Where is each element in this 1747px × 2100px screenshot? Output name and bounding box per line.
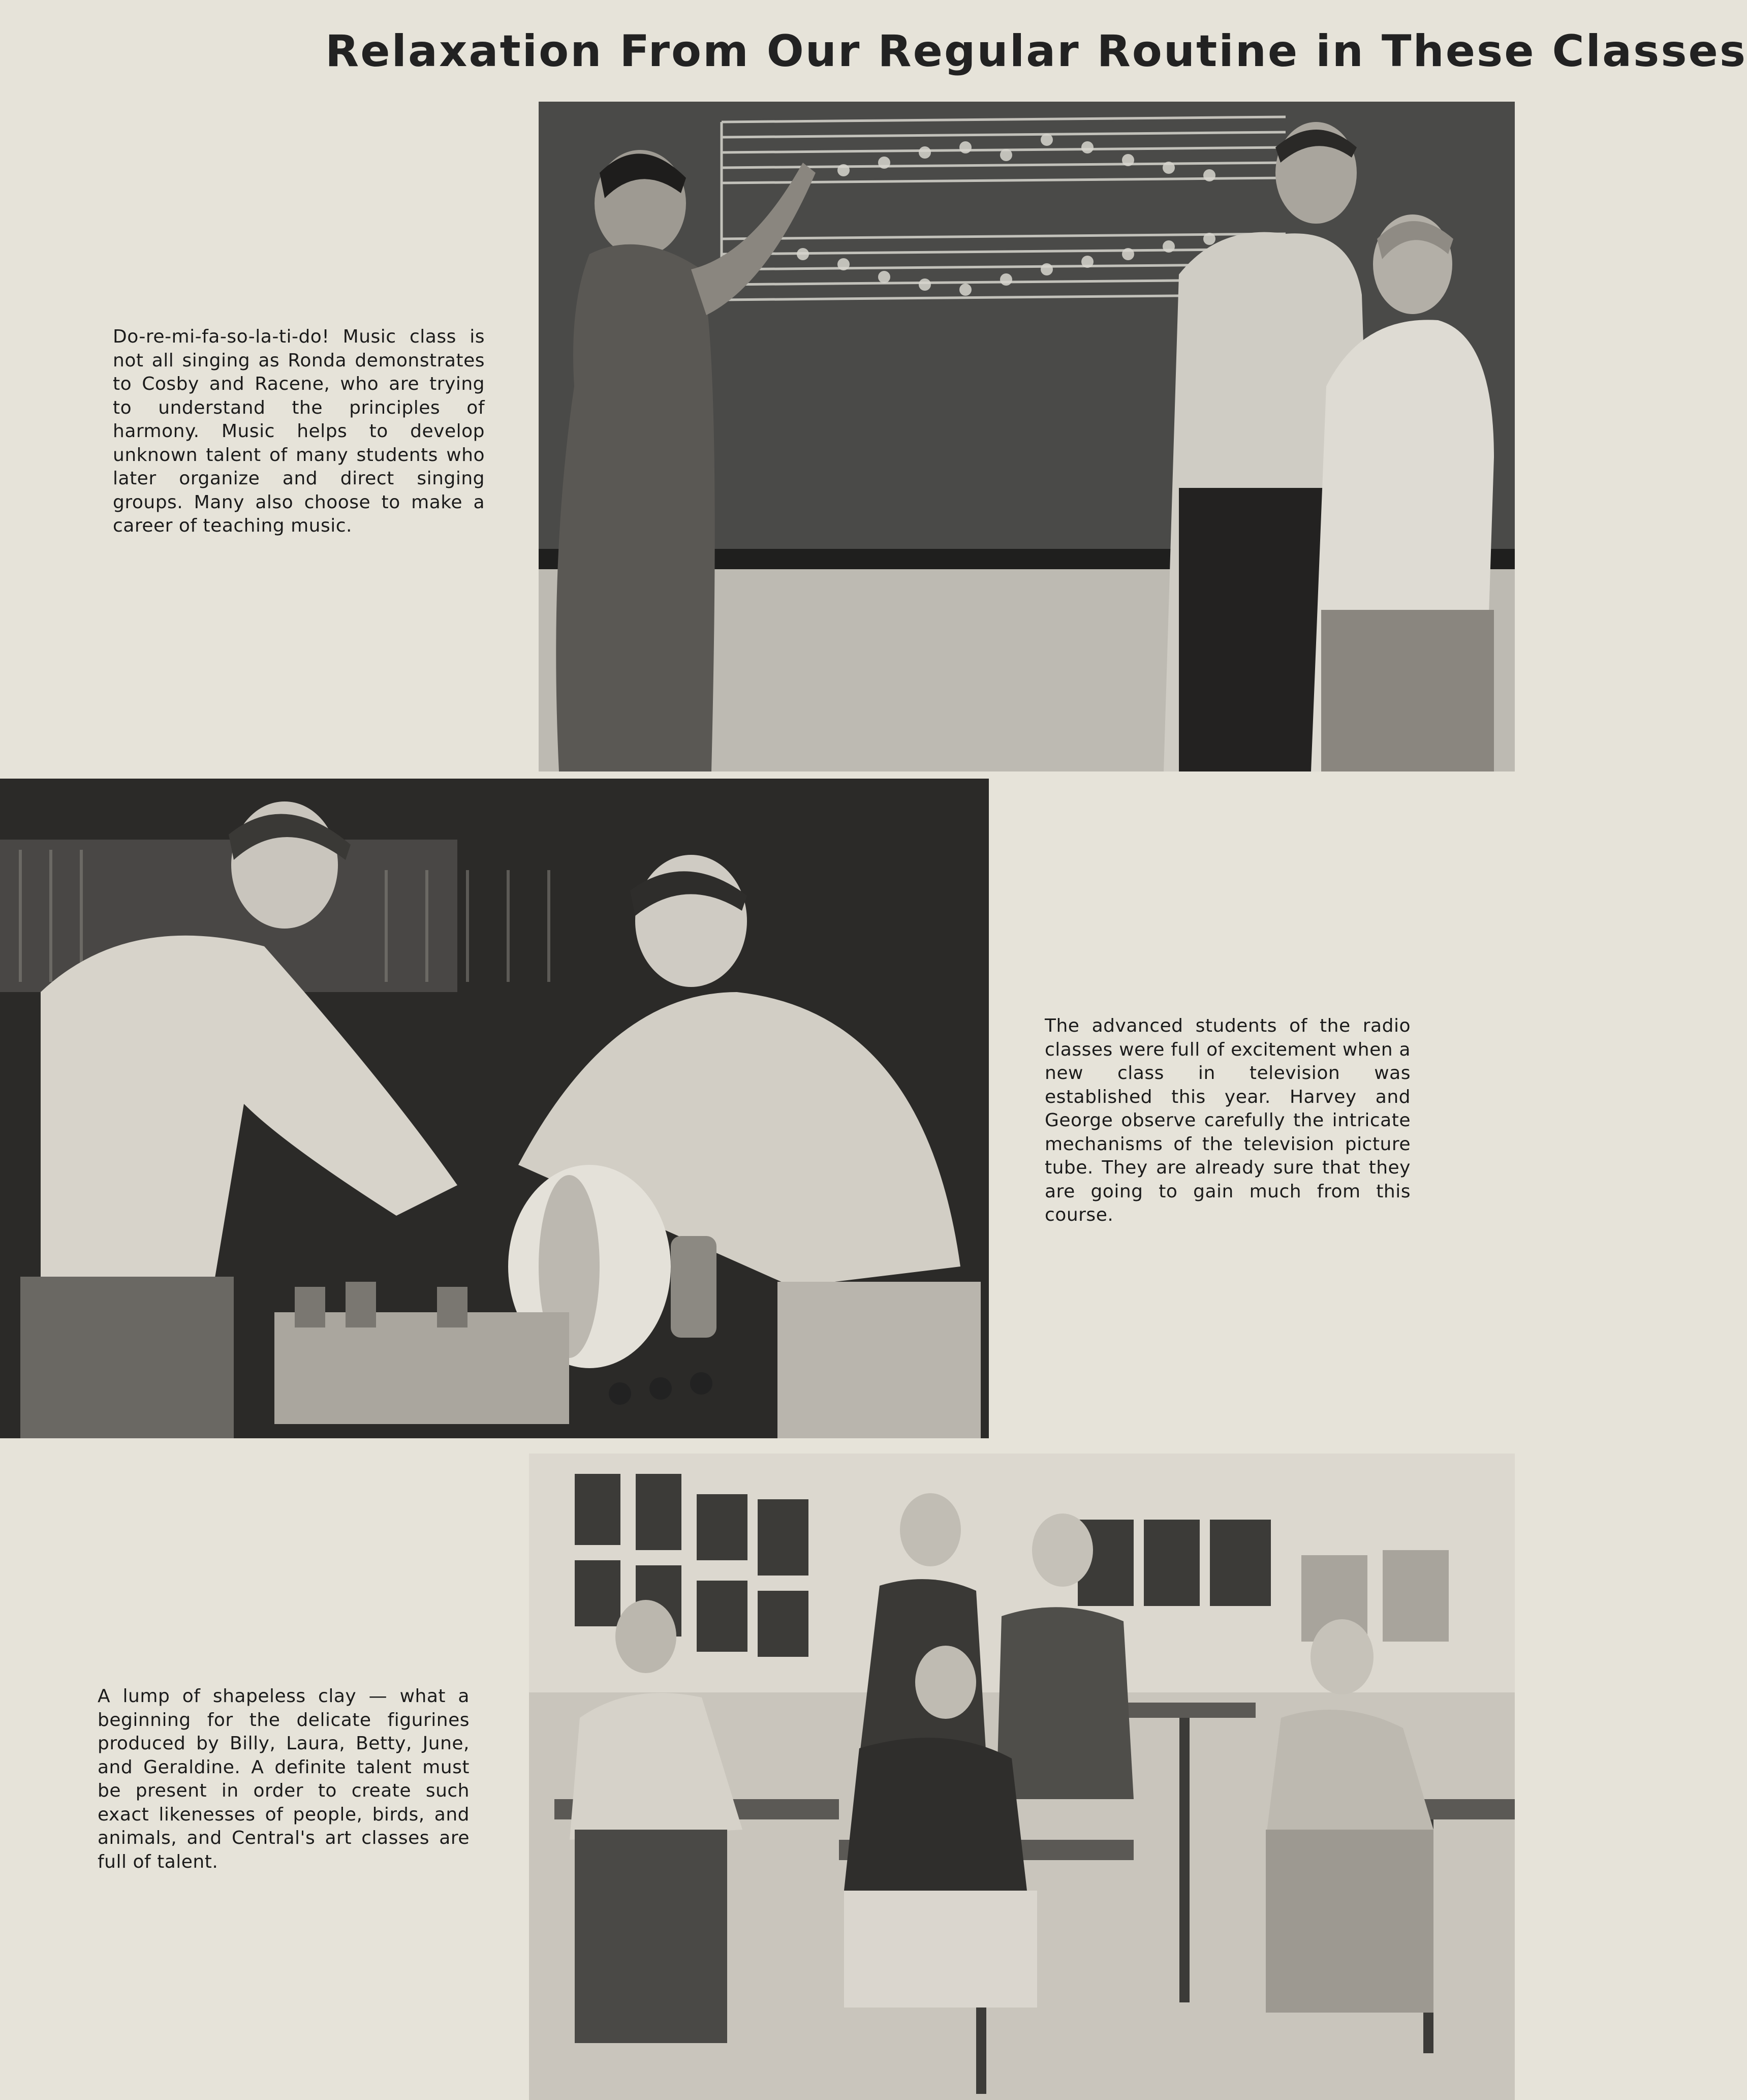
television-caption: The advanced students of the radio classes were full of excitement when a new class in television was established this year. Harvey and George observe carefully the intricate mechanisms of the television picture tube. They are already sure that they are going to gain much from this course. (1045, 1015, 1411, 1225)
music-class-photo (539, 102, 1515, 771)
art-caption: A lump of shapeless clay — what a beginning for the delicate figurines produced by Billy, Laura, Betty, June, and Geraldine. A definite talent must be present in order to create such exact likenesses of people, birds, and animals, and Central's art classes are full of talent. (98, 1686, 470, 1872)
music-caption: Do-re-mi-fa-so-la-ti-do! Music class is not all singing as Ronda demonstrates to Cosby and Racene, who are trying to understand the principles of harmony. Music helps to develop unknown talent of many students who later organize and direct singing groups. Many also choose to make a career of teaching music. (113, 326, 485, 536)
television-class-photo (0, 779, 989, 1438)
page-title: Relaxation From Our Regular Routine in These Classes (325, 26, 1747, 77)
art-class-photo (529, 1454, 1515, 2100)
